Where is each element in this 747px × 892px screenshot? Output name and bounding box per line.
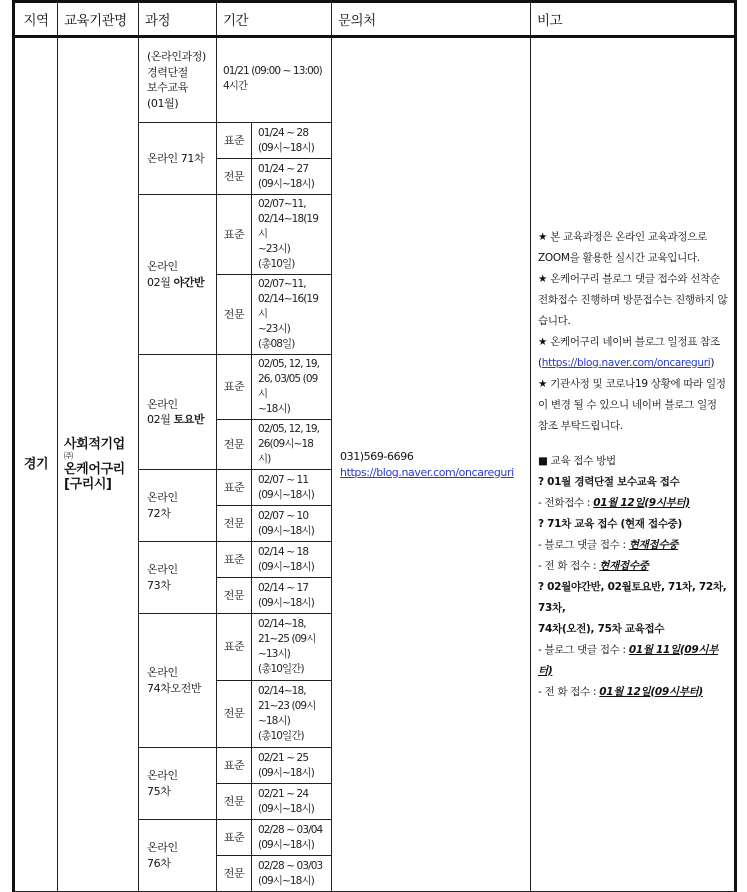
course-line: 온라인 (147, 841, 178, 854)
period-line: 02/14 ~ 17 (258, 581, 309, 594)
period-cell (252, 856, 332, 892)
detail-value: 현재접수중 (599, 559, 649, 572)
period-line: (09시~18시) (258, 596, 314, 609)
course-line: 72차 (147, 506, 171, 520)
type-exp: 전문 (217, 159, 252, 195)
course-line (147, 412, 210, 428)
paren: ) (710, 356, 715, 369)
method-item: ? 02월야간반, 02월토요반, 71차, 72차, 73차, (538, 580, 727, 614)
header-region: 지역 (14, 2, 58, 37)
course-line: 온라인 (147, 260, 178, 273)
course-cell (139, 355, 217, 470)
period-line: 02/07 ~ 10 (258, 509, 309, 522)
period-cell (252, 420, 332, 470)
course-cell (139, 614, 217, 748)
course-line (147, 275, 210, 291)
course-line: 온라인 (147, 491, 178, 504)
period-cell (252, 355, 332, 420)
period-line: 02/07~11, (258, 198, 306, 210)
blog-link[interactable]: https://blog.naver.com/oncareguri (541, 356, 711, 369)
period-line: 02/14~18, (258, 685, 306, 697)
type-std: 표준 (217, 820, 252, 856)
course-cell (139, 542, 217, 614)
period-line: (09시~18시) (258, 560, 314, 573)
period-cell (252, 159, 332, 195)
contact-link[interactable]: https://blog.naver.com/oncareguri (340, 465, 514, 479)
period-line: (총10일간) (258, 730, 304, 742)
period-line: (총10일간) (258, 663, 304, 675)
detail-value: 01월 11일(09시부터) (538, 643, 719, 677)
header-course: 과정 (139, 2, 217, 37)
period-line: 02/21 ~ 25 (258, 751, 309, 764)
detail-value: 현재접수중 (628, 538, 679, 551)
note-text: ★ 온케어구리 네이버 블로그 일정표 참조 (538, 335, 720, 348)
course-month: 02월 (147, 413, 174, 426)
header-period: 기간 (217, 2, 332, 37)
note-text: ★ 온케어구리 블로그 댓글 접수와 선착순 전화접수 진행하며 방문접수는 진행하지 않습니다. (538, 272, 728, 327)
course-line: 보수교육 (147, 81, 188, 94)
course-cell (139, 123, 217, 195)
period-cell (217, 37, 332, 123)
method-detail (538, 493, 728, 514)
period-line: 02/28 ~ 03/04 (258, 823, 323, 836)
note-text: ★ 기관사정 및 코로나19 상황에 따라 일정이 변경 될 수 있으니 네이버 블로그 일정 참조 부탁드립니다. (538, 377, 726, 432)
type-exp: 전문 (217, 506, 252, 542)
period-cell (252, 506, 332, 542)
note-text: ★ 본 교육과정은 온라인 교육과정으로 ZOOM을 활용한 실시간 교육입니다. (538, 230, 707, 264)
course-line: 74차오전반 (147, 681, 202, 695)
period-line: 01/24 ~ 28 (258, 126, 309, 139)
course-line: 75차 (147, 784, 171, 798)
header-org: 교육기관명 (58, 2, 139, 37)
course-table-wrap (12, 0, 734, 892)
period-line: 02/05, 12, 19, (258, 358, 320, 370)
org-line: ㈜ (64, 452, 73, 462)
period-line: 4시간 (223, 80, 248, 92)
type-std: 표준 (217, 542, 252, 578)
period-line: 02/28 ~ 03/03 (258, 859, 323, 872)
period-line: ~23시) (258, 323, 290, 335)
period-cell (252, 275, 332, 355)
period-line: (총08일) (258, 338, 295, 350)
period-line: 02/14~16(19시 (258, 293, 318, 320)
period-line: 26, 03/05 (09시 (258, 373, 318, 400)
course-schedule-table (12, 0, 737, 892)
period-line: (09시~18시) (258, 524, 314, 537)
period-line: (09시~18시) (258, 874, 314, 887)
detail-label: - 블로그 댓글 접수 : (538, 538, 629, 551)
course-line: 경력단절 (147, 65, 188, 79)
header-row (14, 2, 736, 37)
type-exp: 전문 (217, 856, 252, 892)
method-title: ■ 교육 접수 방법 (538, 454, 616, 467)
period-cell (252, 542, 332, 578)
period-cell (252, 470, 332, 506)
period-cell (252, 748, 332, 784)
period-line: (09시~18시) (258, 177, 314, 190)
period-line: ~13시) (258, 648, 290, 660)
period-cell (252, 123, 332, 159)
paren: ( (538, 356, 542, 369)
org-line: [구리시] (64, 477, 112, 492)
contact-phone: 031)569-6696 (340, 450, 414, 463)
detail-value: 01월 12일(09시부터) (599, 685, 703, 698)
period-cell (252, 195, 332, 275)
period-line: 01/21 (09:00 ~ 13:00) (223, 65, 322, 77)
course-line: 온라인 71차 (147, 151, 205, 165)
type-exp: 전문 (217, 681, 252, 748)
type-std: 표준 (217, 614, 252, 681)
period-cell (252, 681, 332, 748)
course-line: 73차 (147, 578, 171, 592)
detail-label: - 전화접수 : (538, 496, 594, 509)
detail-label: - 전 화 접수 : (538, 685, 600, 698)
period-line: 02/07~11, (258, 278, 306, 290)
period-line: 02/07 ~ 11 (258, 473, 309, 486)
course-line: (01월) (147, 96, 179, 110)
course-class: 야간반 (173, 275, 205, 289)
period-line: 21~23 (09시 (258, 700, 316, 712)
period-line: (총10일) (258, 258, 295, 270)
method-detail (538, 682, 728, 703)
type-std: 표준 (217, 195, 252, 275)
type-exp: 전문 (217, 578, 252, 614)
period-line: 02/21 ~ 24 (258, 787, 309, 800)
type-std: 표준 (217, 470, 252, 506)
method-detail (538, 535, 728, 556)
course-class: 토요반 (173, 413, 205, 426)
method-item: ? 01월 경력단절 보수교육 접수 (538, 475, 680, 488)
method-item: 74차(오전), 75차 교육접수 (538, 622, 665, 635)
period-line: ~18시) (258, 715, 290, 727)
period-line: 01/24 ~ 27 (258, 162, 309, 175)
note-cell (531, 37, 736, 892)
period-cell (252, 784, 332, 820)
course-cell (139, 195, 217, 355)
type-std: 표준 (217, 123, 252, 159)
period-line: 02/14~18(19시 (258, 213, 318, 240)
period-line: 02/05, 12, 19, (258, 423, 320, 435)
course-cell (139, 820, 217, 892)
period-cell (252, 578, 332, 614)
period-line: ~23시) (258, 243, 290, 255)
detail-value: 01월 12일(9시부터) (593, 496, 690, 509)
period-line: (09시~18시) (258, 141, 314, 154)
course-line: 온라인 (147, 563, 178, 576)
course-cell (139, 37, 217, 123)
period-cell (252, 614, 332, 681)
period-line: (09시~18시) (258, 802, 314, 815)
header-note: 비고 (531, 2, 736, 37)
detail-label: - 전 화 접수 : (538, 559, 600, 572)
period-line: 21~25 (09시 (258, 633, 316, 645)
course-cell (139, 470, 217, 542)
period-line: (09시~18시) (258, 488, 314, 501)
period-line: (09시~18시) (258, 838, 314, 851)
type-std: 표준 (217, 355, 252, 420)
note-text (538, 353, 728, 374)
method-detail (538, 556, 728, 577)
course-line: 온라인 (147, 397, 178, 411)
course-cell (139, 748, 217, 820)
course-line: (온라인과정) (147, 50, 206, 63)
type-std: 표준 (217, 748, 252, 784)
period-line: (09시~18시) (258, 766, 314, 779)
method-detail (538, 640, 728, 682)
header-contact: 문의처 (332, 2, 531, 37)
org-line: 사회적기업 (64, 437, 125, 452)
period-line: 02/14 ~ 18 (258, 545, 309, 558)
period-line: 26(09시~18시) (258, 438, 314, 465)
type-exp: 전문 (217, 420, 252, 470)
detail-label: - 블로그 댓글 접수 : (538, 643, 629, 656)
course-month: 02월 (147, 275, 174, 289)
course-line: 온라인 (147, 666, 178, 679)
org-line: 온케어구리 (64, 462, 125, 477)
type-exp: 전문 (217, 784, 252, 820)
region-cell: 경기 (14, 37, 58, 892)
org-cell (58, 37, 139, 892)
table-row (14, 37, 736, 123)
course-line: 76차 (147, 856, 171, 870)
period-line: ~18시) (258, 403, 290, 415)
method-item: ? 71차 교육 접수 (현재 접수중) (538, 517, 683, 530)
period-cell (252, 820, 332, 856)
type-exp: 전문 (217, 275, 252, 355)
course-line: 온라인 (147, 769, 178, 782)
contact-cell (332, 37, 531, 892)
period-line: 02/14~18, (258, 618, 306, 630)
